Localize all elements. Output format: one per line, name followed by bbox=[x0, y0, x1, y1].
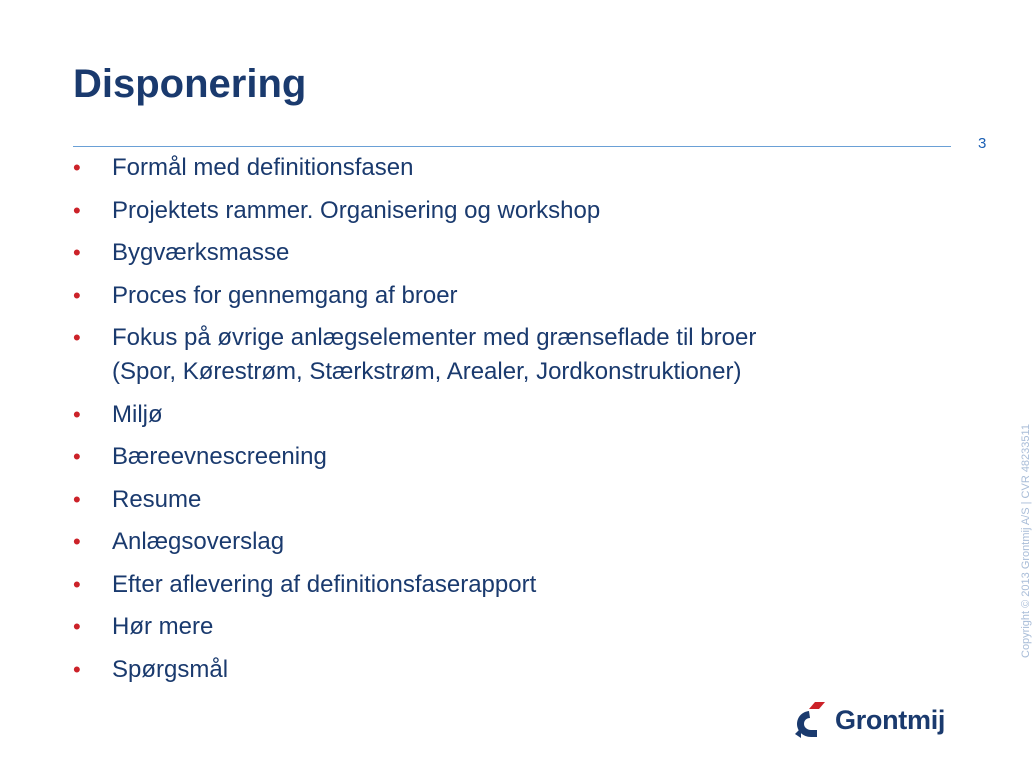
bullet-text: Projektets rammer. Organisering og workshop bbox=[112, 196, 601, 224]
bullet-item bbox=[73, 279, 933, 313]
bullet-text: Spørgsmål bbox=[112, 655, 229, 683]
bullet-text: Fokus på øvrige anlægselementer med grænseflade til broer bbox=[112, 324, 757, 351]
bullet-icon: • bbox=[73, 197, 81, 223]
bullet-item bbox=[73, 194, 933, 228]
bullet-item bbox=[73, 610, 933, 644]
bullet-icon: • bbox=[73, 155, 81, 180]
bullet-item bbox=[73, 525, 933, 559]
copyright-notice: Copyright © 2013 Grontmij A/S | CVR 48233511 bbox=[1020, 424, 1032, 658]
bullet-text: Bæreevnescreening bbox=[112, 443, 327, 470]
bullet-item bbox=[73, 440, 933, 474]
bullet-item bbox=[73, 483, 933, 517]
page-number: 3 bbox=[978, 135, 987, 152]
bullet-icon: • bbox=[73, 282, 81, 308]
bullet-text: Efter aflevering af definitionsfaserapport bbox=[112, 570, 537, 598]
bullet-text-continuation: (Spor, Kørestrøm, Stærkstrøm, Arealer, Jordkonstruktioner) bbox=[112, 358, 742, 385]
bullet-item bbox=[73, 151, 933, 185]
bullet-text: Resume bbox=[112, 485, 202, 513]
bullet-list bbox=[73, 151, 933, 695]
bullet-icon: • bbox=[73, 444, 81, 469]
bullet-icon: • bbox=[73, 401, 81, 427]
bullet-icon: • bbox=[73, 656, 81, 682]
grontmij-logo-icon bbox=[795, 700, 831, 740]
title-divider bbox=[73, 146, 951, 147]
bullet-item bbox=[73, 398, 933, 432]
grontmij-logo bbox=[795, 700, 945, 740]
bullet-icon: • bbox=[73, 529, 81, 554]
bullet-item bbox=[73, 236, 933, 270]
bullet-item bbox=[73, 568, 933, 602]
logo-wordmark: Grontmij bbox=[835, 704, 946, 735]
bullet-icon: • bbox=[73, 325, 81, 350]
bullet-text: Formål med definitionsfasen bbox=[112, 154, 414, 181]
bullet-text: Bygværksmasse bbox=[112, 239, 290, 266]
slide-title: Disponering bbox=[73, 62, 307, 106]
bullet-text: Proces for gennemgang af broer bbox=[112, 281, 458, 309]
bullet-icon: • bbox=[73, 240, 81, 265]
bullet-item bbox=[73, 321, 933, 389]
bullet-text: Miljø bbox=[112, 400, 163, 428]
bullet-icon: • bbox=[73, 614, 81, 639]
bullet-item bbox=[73, 653, 933, 687]
bullet-icon: • bbox=[73, 571, 81, 597]
bullet-text: Anlægsoverslag bbox=[112, 528, 285, 555]
bullet-icon: • bbox=[73, 486, 81, 512]
bullet-text: Hør mere bbox=[112, 613, 214, 640]
